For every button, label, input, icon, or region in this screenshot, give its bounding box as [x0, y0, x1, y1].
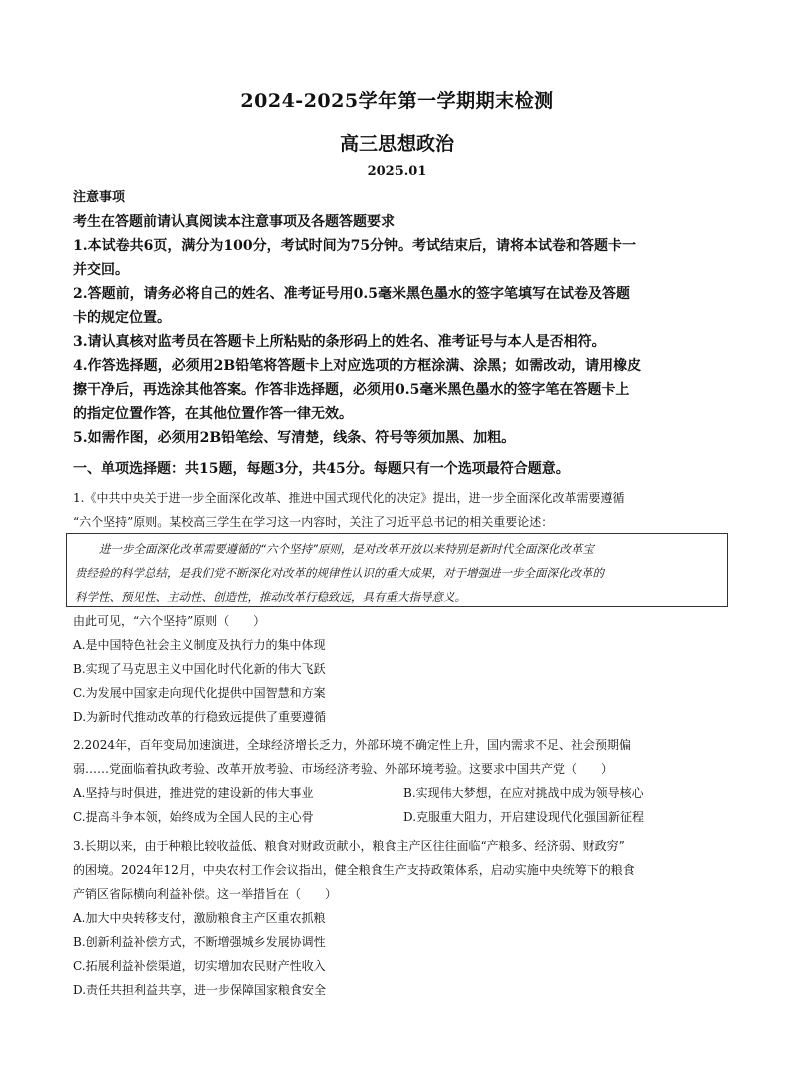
option-d: D.为新时代推动改革的行稳致远提供了重要遵循	[73, 710, 327, 724]
notes-heading: 注意事项	[73, 190, 126, 205]
question-line: 3.长期以来，由于种粮比较收益低、粮食对财政贡献小，粮食主产区往往面临“产粮多、经济弱、财政穷”	[73, 839, 625, 853]
section-heading: 一、单项选择题：共15题，每题3分，共45分。每题只有一个选项最符合题意。	[73, 461, 570, 477]
question-line: 产销区省际横向利益补偿。这一举措旨在（ ）	[73, 887, 338, 901]
question-line: 1.《中共中央关于进一步全面深化改革、推进中国式现代化的决定》提出，进一步全面深化改革需要遵循	[73, 491, 625, 505]
question-line: 的困境。2024年12月，中央农村工作会议指出，健全粮食生产支持政策体系，启动实施中央统筹下的粮食	[73, 863, 635, 877]
quote-box	[66, 533, 728, 607]
option-b: B.实现伟大梦想，在应对挑战中成为领导核心	[403, 786, 644, 800]
option-d: D.克服重大阻力，开启建设现代化强国新征程	[403, 810, 645, 824]
question-line: 2.2024年，百年变局加速演进，全球经济增长乏力，外部环境不确定性上升，国内需求不足、社会预期偏	[73, 738, 631, 752]
quote-line: 科学性、预见性、主动性、创造性，推动改革行稳致远，具有重大指导意义。	[75, 590, 466, 604]
quote-line: 进一步全面深化改革需要遵循的“六个坚持”原则，是对改革开放以来特别是新时代全面深化改革宝	[99, 542, 594, 556]
option-a: A.坚持与时俱进，推进党的建设新的伟大事业	[73, 786, 314, 800]
notes-line: 2.答题前，请务必将自己的姓名、准考证号用0.5毫米黑色墨水的签字笔填写在试卷及答题	[73, 286, 630, 302]
exam-date: 2025.01	[367, 164, 427, 179]
option-b: B.创新利益补偿方式，不断增强城乡发展协调性	[73, 935, 326, 949]
question-line: 弱……党面临着执政考验、改革开放考验、市场经济考验、外部环境考验。这要求中国共产党（ ）	[73, 762, 614, 776]
exam-title: 2024-2025学年第一学期期末检测	[240, 90, 554, 112]
notes-line: 3.请认真核对监考员在答题卡上所粘贴的条形码上的姓名、准考证号与本人是否相符。	[73, 334, 606, 350]
option-c: C.拓展利益补偿渠道，切实增加农民财产性收入	[73, 959, 326, 973]
quote-line: 贵经验的科学总结，是我们党不断深化对改革的规律性认识的重大成果，对于增强进一步全面深化改革的	[75, 566, 604, 580]
question-3	[73, 834, 733, 1002]
options-row	[73, 781, 733, 805]
notes-line: 5.如需作图，必须用2B铅笔绘、写清楚，线条、符号等须加黑、加粗。	[73, 430, 516, 446]
notes-line: 4.作答选择题，必须用2B铅笔将答题卡上对应选项的方框涂满、涂黑；如需改动，请用橡皮	[73, 358, 642, 374]
exam-subject: 高三思想政治	[339, 133, 454, 155]
option-c: C.为发展中国家走向现代化提供中国智慧和方案	[73, 686, 326, 700]
notes-line: 并交回。	[73, 262, 129, 278]
notes-line: 考生在答题前请认真阅读本注意事项及各题答题要求	[73, 214, 395, 230]
question-lead: 由此可见，“六个坚持”原则（ ）	[73, 614, 266, 628]
notes-section	[73, 186, 733, 450]
notes-line: 擦干净后，再选涂其他答案。作答非选择题，必须用0.5毫米黑色墨水的签字笔在答题卡上	[73, 382, 630, 398]
option-a: A.加大中央转移支付，激励粮食主产区重农抓粮	[73, 911, 326, 925]
option-d: D.责任共担利益共享，进一步保障国家粮食安全	[73, 983, 327, 997]
options-row	[73, 805, 733, 829]
option-c: C.提高斗争本领，始终成为全国人民的主心骨	[73, 810, 314, 824]
question-1-stem	[73, 486, 733, 534]
notes-line: 1.本试卷共6页，满分为100分，考试时间为75分钟。考试结束后，请将本试卷和答题卡一	[73, 238, 637, 254]
question-2	[73, 733, 733, 829]
question-line: “六个坚持”原则。某校高三学生在学习这一内容时，关注了习近平总书记的相关重要论述：	[73, 515, 554, 529]
option-a: A.是中国特色社会主义制度及执行力的集中体现	[73, 638, 326, 652]
notes-line: 卡的规定位置。	[73, 310, 171, 326]
question-1-options	[73, 609, 733, 729]
option-b: B.实现了马克思主义中国化时代化新的伟大飞跃	[73, 662, 326, 676]
notes-line: 的指定位置作答，在其他位置作答一律无效。	[73, 406, 353, 422]
